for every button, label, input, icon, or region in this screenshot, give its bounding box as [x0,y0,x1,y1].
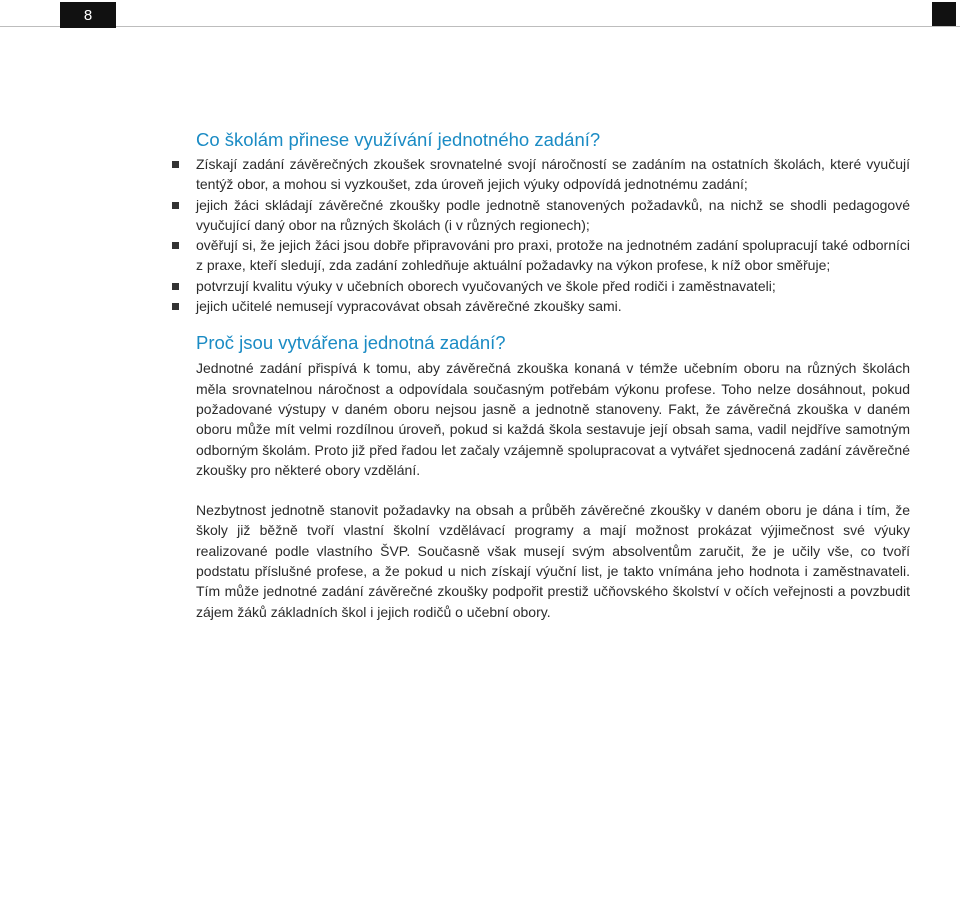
list-item-text: Získají zadání závěrečných zkoušek srovnatelné svojí náročností se zadáním na ostatních školách, které vyučují tentýž obor, a mohou si vyzkoušet, zda úroveň jejich výuky odpovídá jednotnému zadání; [196,156,910,193]
list-item-text: jejich žáci skládají závěrečné zkoušky podle jednotně stanovených požadavků, na nichž se shodli pedagogové vyučující daný obor na různých školách (i v různých regionech); [196,196,910,233]
bullet-square-icon [172,202,179,209]
list-item [196,235,910,276]
list-item [196,154,910,195]
list-item [196,276,910,296]
page-number: 8 [60,2,116,28]
list-item-text: ověřují si, že jejich žáci jsou dobře připravováni pro praxi, protože na jednotném zadání spolupracují také odborníci z praxe, kteří sledují, zda zadání zohledňuje aktuální požadavky na výkon profese, k níž obor směřuje; [196,237,910,274]
bullet-square-icon [172,161,179,168]
section-heading-reasons: Proč jsou vytvářena jednotná zadání? [196,332,506,354]
list-item-text: jejich učitelé nemusejí vypracovávat obsah závěrečné zkoušky sami. [196,298,622,315]
bullet-square-icon [172,283,179,290]
bullet-square-icon [172,303,179,310]
body-paragraph: Jednotné zadání přispívá k tomu, aby závěrečná zkouška konaná v témže učebním oboru na různých školách měla srovnatelnou náročnost a odpovídala současným potřebám výkonu profese. Toho nelze dosáhnout, pokud požadované výstupy v daném oboru nejsou jasně a jednotně stanoveny. Fakt, že závěrečná zkouška v daném oboru může mít velmi rozdílnou úroveň, pokud si každá škola sestavuje její obsah sama, vadil nejdříve samotným odborným školám. Proto již před řadou let začaly vzájemně spolupracovat a vytvářet sjednocená zadání závěrečné zkoušky pro některé obory vzdělání. [196,360,910,478]
body-paragraph: Nezbytnost jednotně stanovit požadavky na obsah a průběh závěrečné zkoušky v daném oboru je dána i tím, že školy již běžně tvoří vlastní školní vzdělávací programy a mají možnost prokázat výjimečnost své výuky realizované podle vlastního ŠVP. Současně však musejí svým absolventům zaručit, že je učily vše, co tvoří podstatu příslušné profese, a že pokud u nich získají výuční list, je takto vnímána jeho hodnota i zaměstnavateli. Tím může jednotné zadání závěrečné zkoušky podpořit prestiž učňovského školství v očích veřejnosti a povzbudit zájem žáků základních škol i jejich rodičů o učební obory. [196,502,910,620]
list-item-text: potvrzují kvalitu výuky v učebních oborech vyučovaných ve škole před rodiči i zaměstnavateli; [196,277,776,294]
list-item [196,195,910,236]
benefits-list [196,154,910,316]
corner-marker [932,2,956,26]
list-item [196,296,910,316]
bullet-square-icon [172,242,179,249]
main-content [196,128,910,622]
section-heading-benefits: Co školám přinese využívání jednotného zadání? [196,129,601,150]
header-rule [0,26,960,27]
